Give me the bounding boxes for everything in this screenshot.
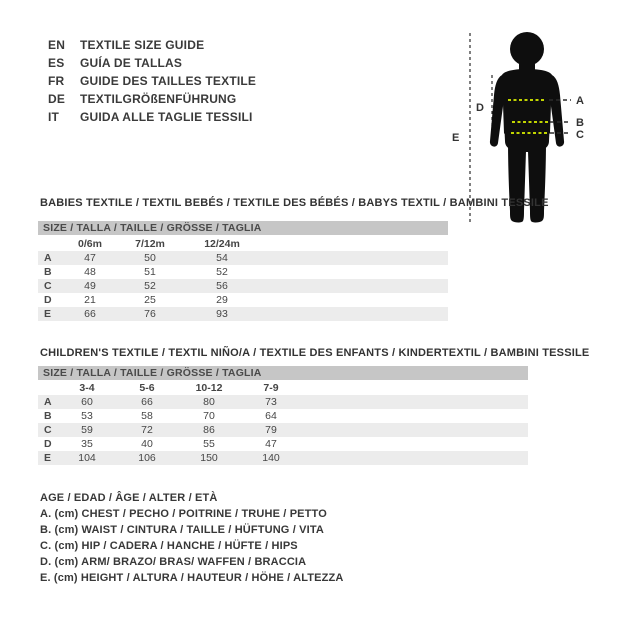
row-label: C xyxy=(44,280,52,292)
cell: 40 xyxy=(141,438,153,450)
row-label: B xyxy=(44,266,52,278)
cell: 52 xyxy=(144,280,156,292)
cell: 58 xyxy=(141,410,153,422)
table-row xyxy=(38,293,448,307)
cell: 55 xyxy=(203,438,215,450)
row-label: E xyxy=(44,308,52,320)
cell: 140 xyxy=(262,452,280,464)
hip-label: C xyxy=(576,129,584,141)
cell: 51 xyxy=(144,266,156,278)
arm-label: D xyxy=(476,102,484,114)
babies-column-header-row xyxy=(38,237,448,251)
language-row xyxy=(48,54,256,72)
table-row xyxy=(38,423,528,437)
table-row xyxy=(38,409,528,423)
row-label: D xyxy=(44,294,52,306)
column-header: 5-6 xyxy=(139,382,155,394)
babies-size-header-bar: SIZE / TALLA / TAILLE / GRÖSSE / TAGLIA xyxy=(38,221,448,235)
children-column-header-row xyxy=(38,381,528,395)
chest-label: A xyxy=(576,95,584,107)
language-row xyxy=(48,72,256,90)
babies-section-title: BABIES TEXTILE / TEXTIL BEBÉS / TEXTILE DES BÉBÉS / BABYS TEXTIL / BAMBINI TESSILE xyxy=(40,197,549,209)
column-header: 3-4 xyxy=(79,382,95,394)
cell: 47 xyxy=(265,438,277,450)
children-size-header-bar: SIZE / TALLA / TAILLE / GRÖSSE / TAGLIA xyxy=(38,366,528,380)
cell: 50 xyxy=(144,252,156,264)
language-list xyxy=(48,36,256,126)
silhouette-shape xyxy=(490,32,564,223)
cell: 79 xyxy=(265,424,277,436)
language-code: IT xyxy=(48,110,60,124)
cell: 66 xyxy=(84,308,96,320)
cell: 64 xyxy=(265,410,277,422)
cell: 106 xyxy=(138,452,156,464)
cell: 21 xyxy=(84,294,96,306)
table-row xyxy=(38,395,528,409)
table-row xyxy=(38,265,448,279)
column-header: 10-12 xyxy=(195,382,223,394)
language-code: EN xyxy=(48,38,66,52)
cell: 47 xyxy=(84,252,96,264)
row-label: A xyxy=(44,252,52,264)
cell: 52 xyxy=(216,266,228,278)
children-section-title: CHILDREN'S TEXTILE / TEXTIL NIÑO/A / TEXTILE DES ENFANTS / KINDERTEXTIL / BAMBINI TESSILE xyxy=(40,347,590,359)
row-label: E xyxy=(44,452,52,464)
cell: 25 xyxy=(144,294,156,306)
language-label: GUIDA ALLE TAGLIE TESSILI xyxy=(80,110,253,124)
cell: 54 xyxy=(216,252,228,264)
cell: 49 xyxy=(84,280,96,292)
language-code: ES xyxy=(48,56,65,70)
height-label: E xyxy=(452,132,460,144)
cell: 93 xyxy=(216,308,228,320)
language-label: GUIDE DES TAILLES TEXTILE xyxy=(80,74,257,88)
row-label: A xyxy=(44,396,52,408)
row-label: B xyxy=(44,410,52,422)
cell: 59 xyxy=(81,424,93,436)
cell: 60 xyxy=(81,396,93,408)
cell: 29 xyxy=(216,294,228,306)
table-row xyxy=(38,451,528,465)
column-header: 0/6m xyxy=(78,238,102,250)
cell: 76 xyxy=(144,308,156,320)
cell: 104 xyxy=(78,452,96,464)
cell: 48 xyxy=(84,266,96,278)
language-code: DE xyxy=(48,92,66,106)
cell: 80 xyxy=(203,396,215,408)
legend-item-arm: D. (cm) ARM/ BRAZO/ BRAS/ WAFFEN / BRACCIA xyxy=(40,556,307,568)
cell: 56 xyxy=(216,280,228,292)
language-code: FR xyxy=(48,74,65,88)
cell: 70 xyxy=(203,410,215,422)
cell: 35 xyxy=(81,438,93,450)
column-header: 12/24m xyxy=(204,238,240,250)
language-row xyxy=(48,36,256,54)
table-row xyxy=(38,307,448,321)
language-label: TEXTILGRÖßENFÜHRUNG xyxy=(80,92,237,106)
column-header: 7/12m xyxy=(135,238,165,250)
language-row xyxy=(48,108,256,126)
row-label: D xyxy=(44,438,52,450)
language-label: GUÍA DE TALLAS xyxy=(80,56,183,70)
legend-age-line: AGE / EDAD / ÂGE / ALTER / ETÀ xyxy=(40,492,218,504)
language-label: TEXTILE SIZE GUIDE xyxy=(80,38,205,52)
waist-label: B xyxy=(576,117,584,129)
measurement-legend xyxy=(40,490,343,586)
babies-size-table xyxy=(38,237,448,321)
legend-item-waist: B. (cm) WAIST / CINTURA / TAILLE / HÜFTUNG / VITA xyxy=(40,524,324,536)
cell: 86 xyxy=(203,424,215,436)
children-size-table xyxy=(38,381,528,465)
language-row xyxy=(48,90,256,108)
legend-item-height: E. (cm) HEIGHT / ALTURA / HAUTEUR / HÖHE / ALTEZZA xyxy=(40,572,344,584)
cell: 72 xyxy=(141,424,153,436)
cell: 73 xyxy=(265,396,277,408)
legend-item-hip: C. (cm) HIP / CADERA / HANCHE / HÜFTE / HIPS xyxy=(40,540,298,552)
table-row xyxy=(38,251,448,265)
row-label: C xyxy=(44,424,52,436)
column-header: 7-9 xyxy=(263,382,279,394)
cell: 150 xyxy=(200,452,218,464)
table-row xyxy=(38,279,448,293)
table-row xyxy=(38,437,528,451)
cell: 53 xyxy=(81,410,93,422)
legend-item-chest: A. (cm) CHEST / PECHO / POITRINE / TRUHE / PETTO xyxy=(40,508,327,520)
cell: 66 xyxy=(141,396,153,408)
